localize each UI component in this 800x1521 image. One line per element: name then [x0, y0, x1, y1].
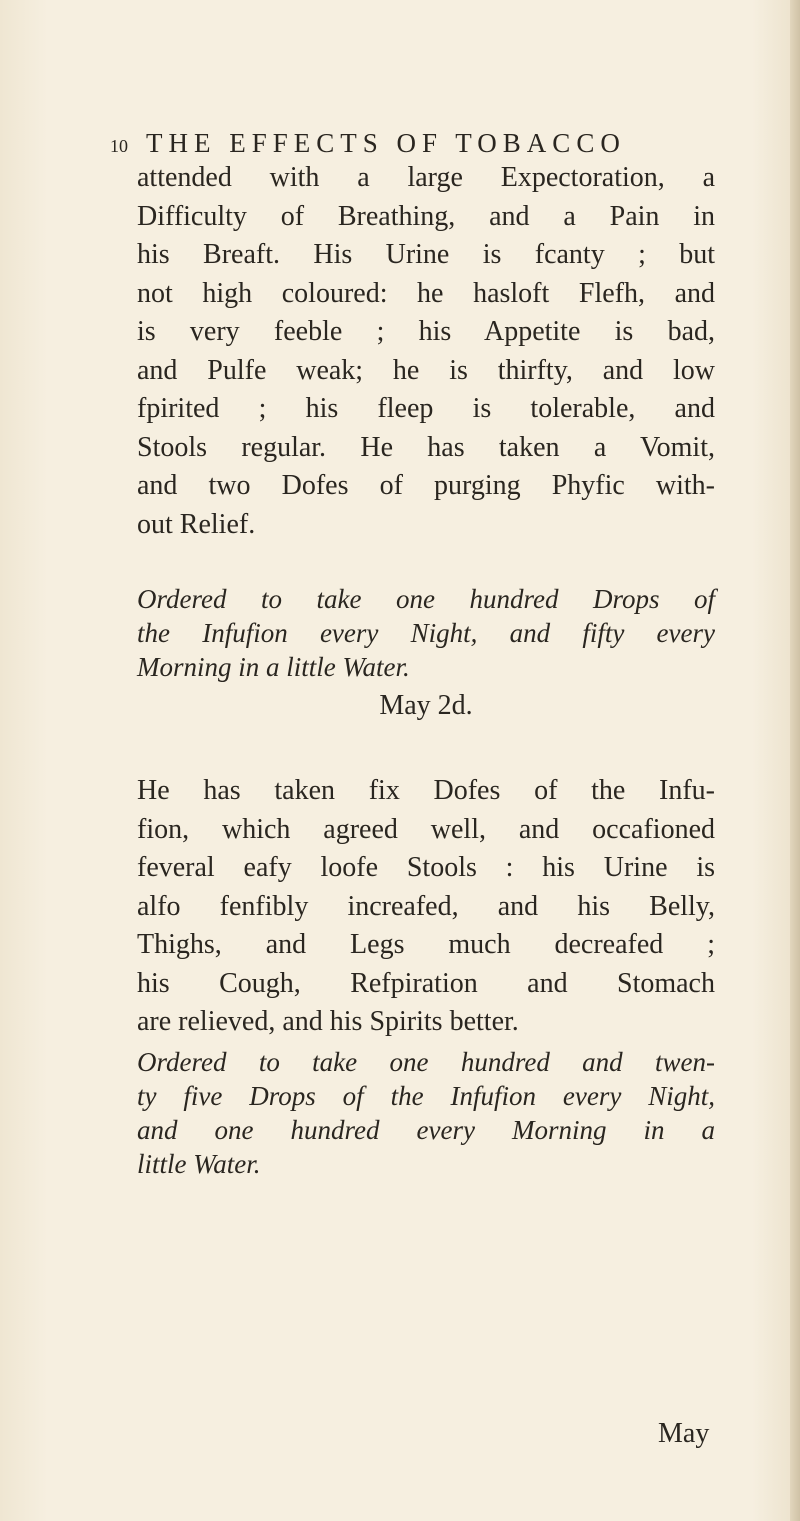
text-line: feveral eafy loofe Stools : his Urine is — [137, 852, 715, 883]
text-line: not high coloured: he hasloft Flefh, and — [137, 277, 715, 309]
text-line: Ordered to take one hundred Drops of — [137, 584, 715, 614]
running-title: THE EFFECTS OF TOBACCO — [146, 128, 626, 158]
text-line: Stools regular. He has taken a Vomit, — [137, 431, 715, 463]
catchword: May — [658, 1418, 710, 1449]
text-line: his Cough, Refpiration and Stomach — [137, 967, 715, 999]
text-line: the Infufion every Night, and fifty every — [137, 618, 715, 648]
paragraph-1 — [137, 159, 715, 544]
date-heading: May 2d. — [379, 690, 473, 721]
running-header — [110, 128, 710, 159]
order-1 — [137, 582, 715, 684]
text-line: ty five Drops of the Infufion every Night, — [137, 1081, 715, 1111]
text-line: Morning in a little Water. — [137, 652, 410, 682]
text-line: little Water. — [137, 1149, 261, 1179]
text-line: fpirited ; his fleep is tolerable, and — [137, 393, 715, 424]
text-line: He has taken fix Dofes of the Infu- — [137, 775, 715, 806]
order-2 — [137, 1045, 715, 1181]
text-line: fion, which agreed well, and occafioned — [137, 813, 715, 845]
text-line: attended with a large Expectoration, a — [137, 162, 715, 193]
text-line: and two Dofes of purging Phyfic with- — [137, 470, 715, 501]
page-number: 10 — [110, 136, 128, 156]
paragraph-2 — [137, 772, 715, 1042]
text-line: alfo fenfibly increafed, and his Belly, — [137, 890, 715, 922]
text-line: and one hundred every Morning in a — [137, 1115, 715, 1145]
text-line: Ordered to take one hundred and twen- — [137, 1047, 715, 1077]
text-line: out Relief. — [137, 508, 256, 540]
text-line: is very feeble ; his Appetite is bad, — [137, 316, 715, 347]
text-line: and Pulfe weak; he is thirfty, and low — [137, 354, 715, 386]
page-edge — [790, 0, 800, 1521]
text-line: Difficulty of Breathing, and a Pain in — [137, 200, 715, 232]
text-line: are relieved, and his Spirits better. — [137, 1006, 519, 1037]
text-line: Thighs, and Legs much decreafed ; — [137, 929, 715, 960]
text-line: his Breaft. His Urine is fcanty ; but — [137, 239, 715, 270]
